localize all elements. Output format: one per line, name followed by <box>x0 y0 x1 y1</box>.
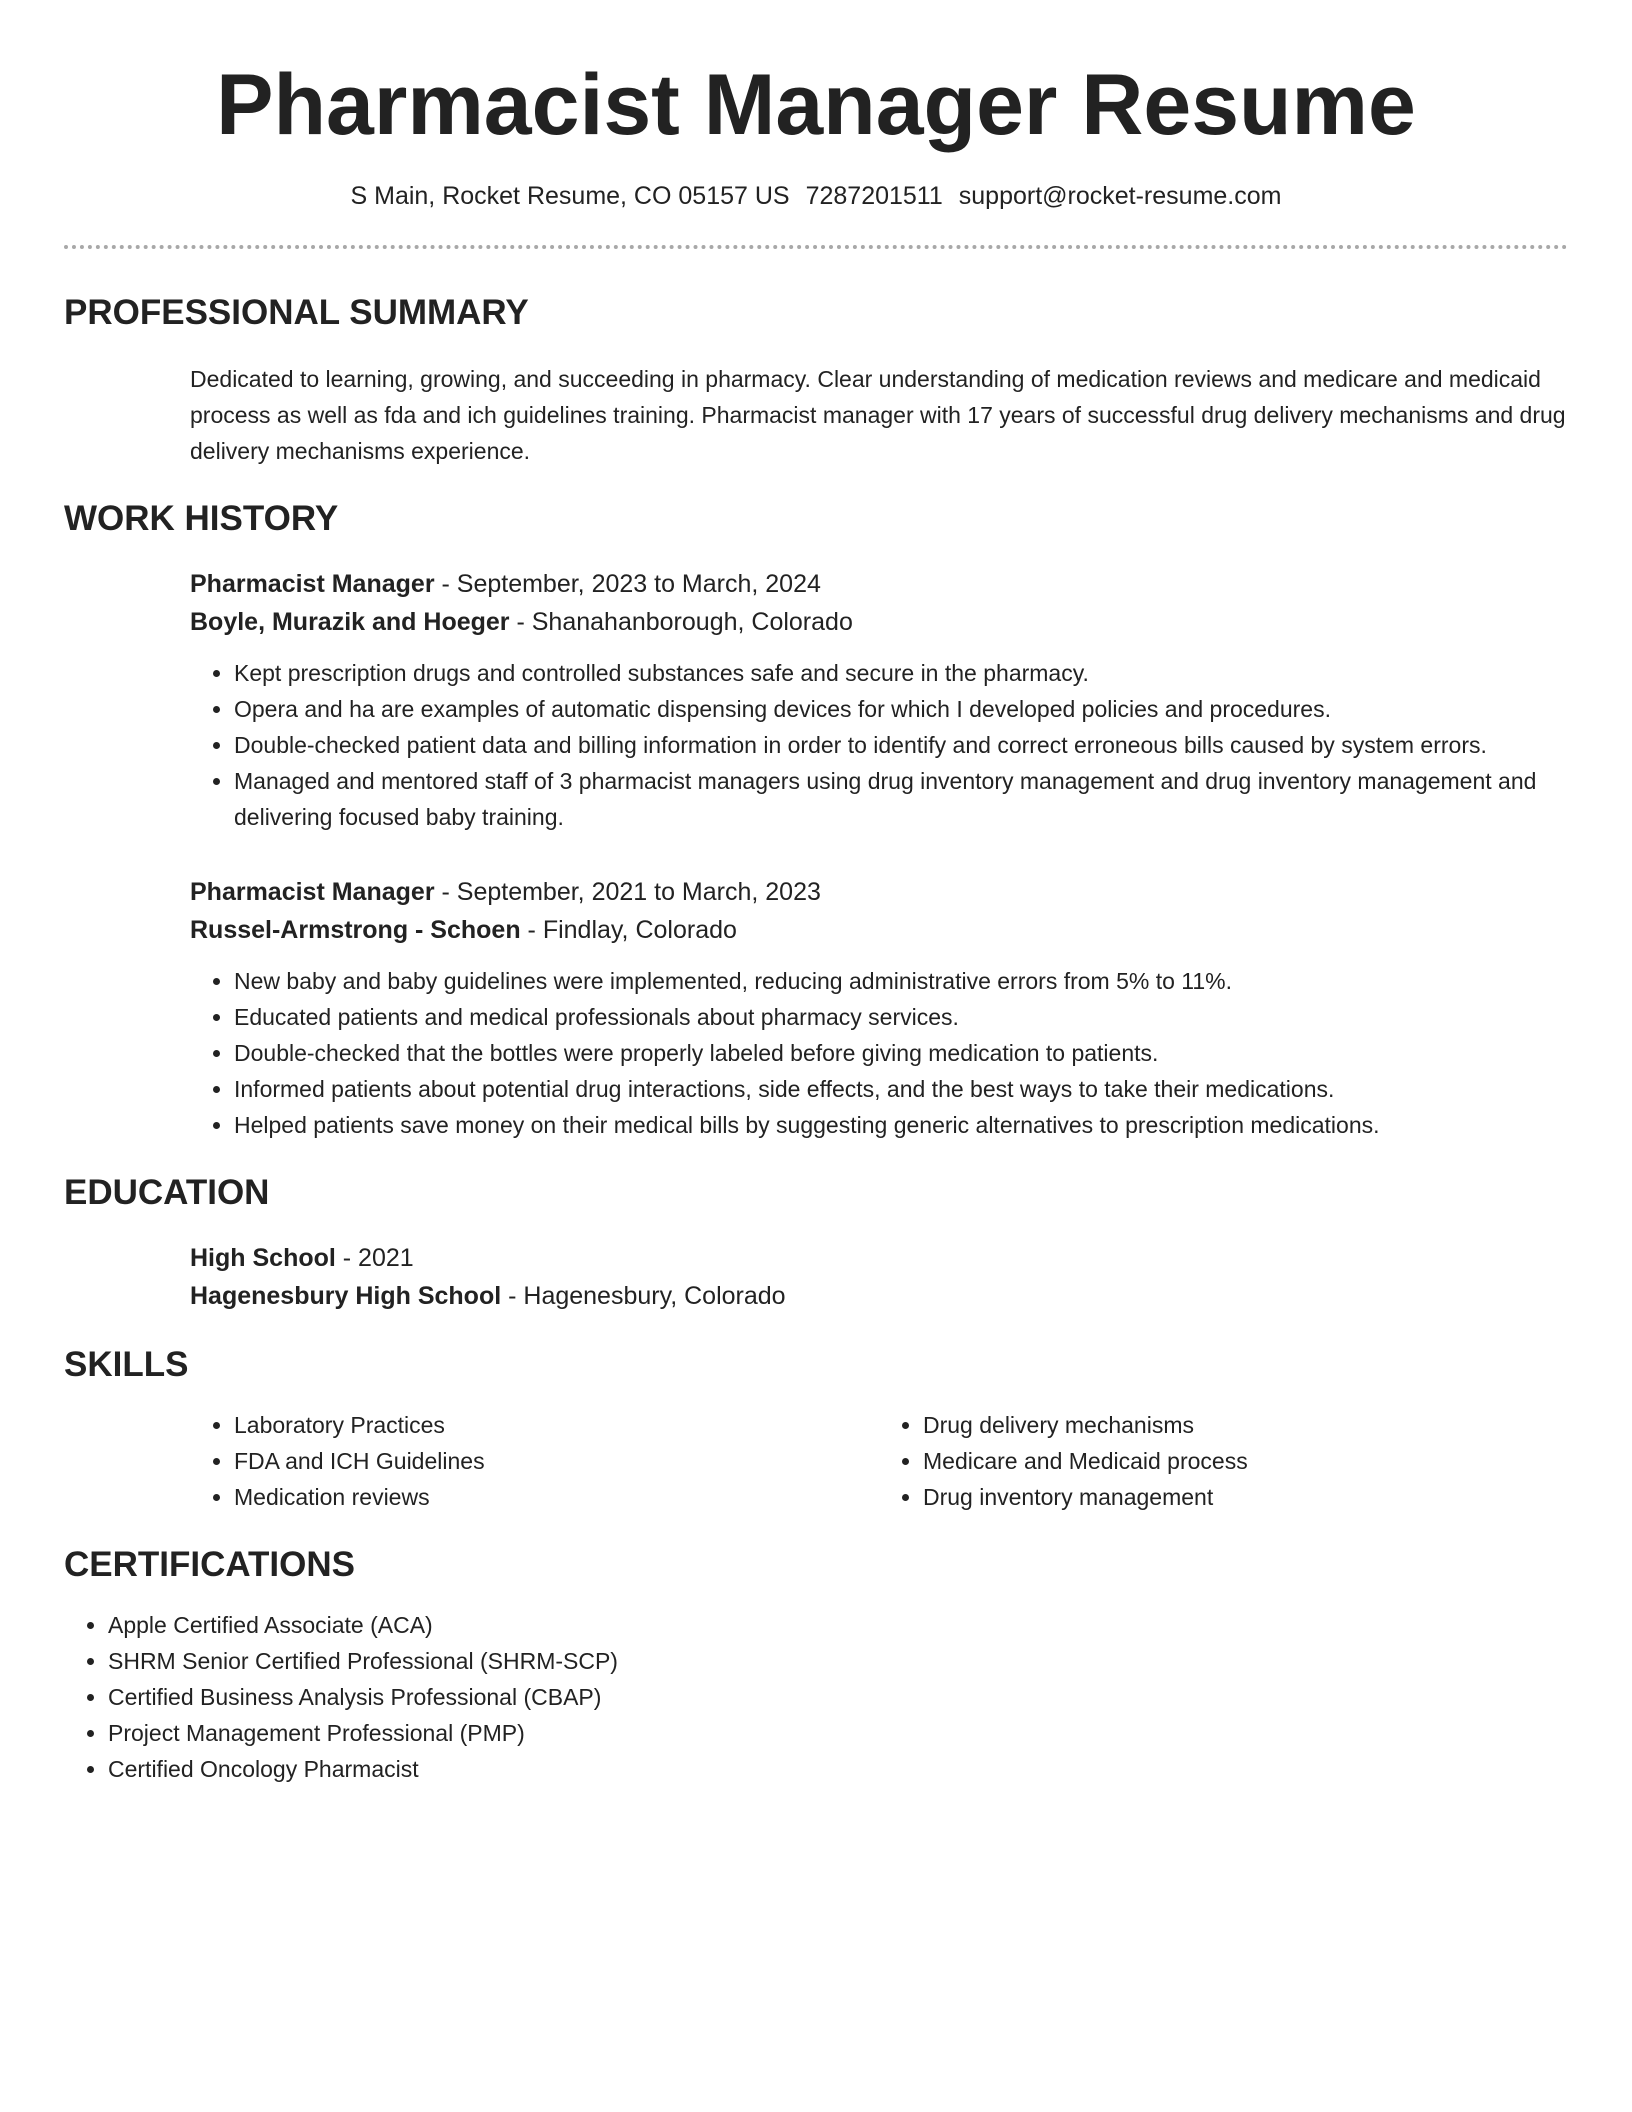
certifications-section <box>64 1545 1568 1787</box>
summary-section <box>64 293 1568 469</box>
list-item: • Managed and mentored staff of 3 pharmacist managers using drug inventory management and drug inventory management and delivering focused baby training. <box>234 763 1568 835</box>
job-location: - Findlay, Colorado <box>520 916 737 944</box>
education-degree-line <box>190 1239 1568 1277</box>
job-company: Russel-Armstrong - Schoen <box>190 916 521 944</box>
contact-address: S Main, Rocket Resume, CO 05157 US <box>350 182 790 210</box>
list-item: • Drug inventory management <box>923 1479 1568 1515</box>
list-item: • FDA and ICH Guidelines <box>234 1443 879 1479</box>
list-item: • Drug delivery mechanisms <box>923 1407 1568 1443</box>
job-title-line <box>190 873 1568 911</box>
education-location: - Hagenesbury, Colorado <box>501 1282 786 1310</box>
job-location: - Shanahanborough, Colorado <box>509 608 853 636</box>
work-history-heading: WORK HISTORY <box>64 499 339 538</box>
header-divider <box>64 245 1568 249</box>
list-item: • Double-checked patient data and billing information in order to identify and correct erroneous bills caused by system errors. <box>234 727 1568 763</box>
job-title: Pharmacist Manager <box>190 570 435 598</box>
job-company-line <box>190 911 1568 949</box>
summary-heading: PROFESSIONAL SUMMARY <box>64 293 529 332</box>
education-school: Hagenesbury High School <box>190 1282 502 1310</box>
education-entry <box>190 1239 1568 1315</box>
list-item: • Informed patients about potential drug interactions, side effects, and the best ways to take their medications. <box>234 1071 1568 1107</box>
list-item: • Certified Business Analysis Professional (CBAP) <box>108 1679 1568 1715</box>
job-company: Boyle, Murazik and Hoeger <box>190 608 510 636</box>
list-item: • Laboratory Practices <box>234 1407 879 1443</box>
list-item: • Educated patients and medical professionals about pharmacy services. <box>234 999 1568 1035</box>
summary-text: Dedicated to learning, growing, and succeeding in pharmacy. Clear understanding of medication reviews and medicare and medicaid process as well as fda and ich guidelines training. Pharmacist manager with 17 years of successful drug delivery mechanisms and drug delivery mechanisms experience. <box>190 366 1566 464</box>
job-entry <box>190 873 1568 1143</box>
skills-grid <box>190 1407 1568 1515</box>
spacer <box>64 1143 1568 1173</box>
list-item: • Medicare and Medicaid process <box>923 1443 1568 1479</box>
list-item: • Kept prescription drugs and controlled substances safe and secure in the pharmacy. <box>234 655 1568 691</box>
education-heading: EDUCATION <box>64 1173 270 1212</box>
job-bullets <box>190 655 1568 835</box>
list-item: • Project Management Professional (PMP) <box>108 1715 1568 1751</box>
resume-title: Pharmacist Manager Resume <box>216 57 1416 153</box>
skills-column-right <box>879 1407 1568 1515</box>
list-item: • Double-checked that the bottles were properly labeled before giving medication to patients. <box>234 1035 1568 1071</box>
education-year: - 2021 <box>335 1244 414 1272</box>
education-school-line <box>190 1277 1568 1315</box>
skills-section <box>64 1345 1568 1545</box>
contact-phone: 7287201511 <box>805 182 943 210</box>
contact-line <box>64 182 1568 211</box>
list-item: • Medication reviews <box>234 1479 879 1515</box>
spacer <box>64 1315 1568 1345</box>
education-degree: High School <box>190 1244 336 1272</box>
list-item: • New baby and baby guidelines were implemented, reducing administrative errors from 5% to 11%. <box>234 963 1568 999</box>
job-entry <box>190 565 1568 835</box>
job-title: Pharmacist Manager <box>190 878 435 906</box>
skills-heading: SKILLS <box>64 1345 189 1384</box>
spacer <box>64 1515 1568 1545</box>
job-dates: - September, 2023 to March, 2024 <box>434 570 821 598</box>
work-history-section <box>64 499 1568 1173</box>
list-item: • Apple Certified Associate (ACA) <box>108 1607 1568 1643</box>
education-section <box>64 1173 1568 1345</box>
certifications-heading: CERTIFICATIONS <box>64 1545 356 1584</box>
list-item: • Opera and ha are examples of automatic dispensing devices for which I developed policies and procedures. <box>234 691 1568 727</box>
skills-column-left <box>190 1407 879 1515</box>
list-item: • SHRM Senior Certified Professional (SHRM-SCP) <box>108 1643 1568 1679</box>
list-item: • Certified Oncology Pharmacist <box>108 1751 1568 1787</box>
job-title-line <box>190 565 1568 603</box>
job-company-line <box>190 603 1568 641</box>
list-item: • Helped patients save money on their medical bills by suggesting generic alternatives to prescription medications. <box>234 1107 1568 1143</box>
certifications-list <box>64 1607 1568 1787</box>
job-dates: - September, 2021 to March, 2023 <box>434 878 821 906</box>
job-bullets <box>190 963 1568 1143</box>
contact-email: support@rocket-resume.com <box>958 182 1282 210</box>
resume-page <box>64 0 1568 1787</box>
